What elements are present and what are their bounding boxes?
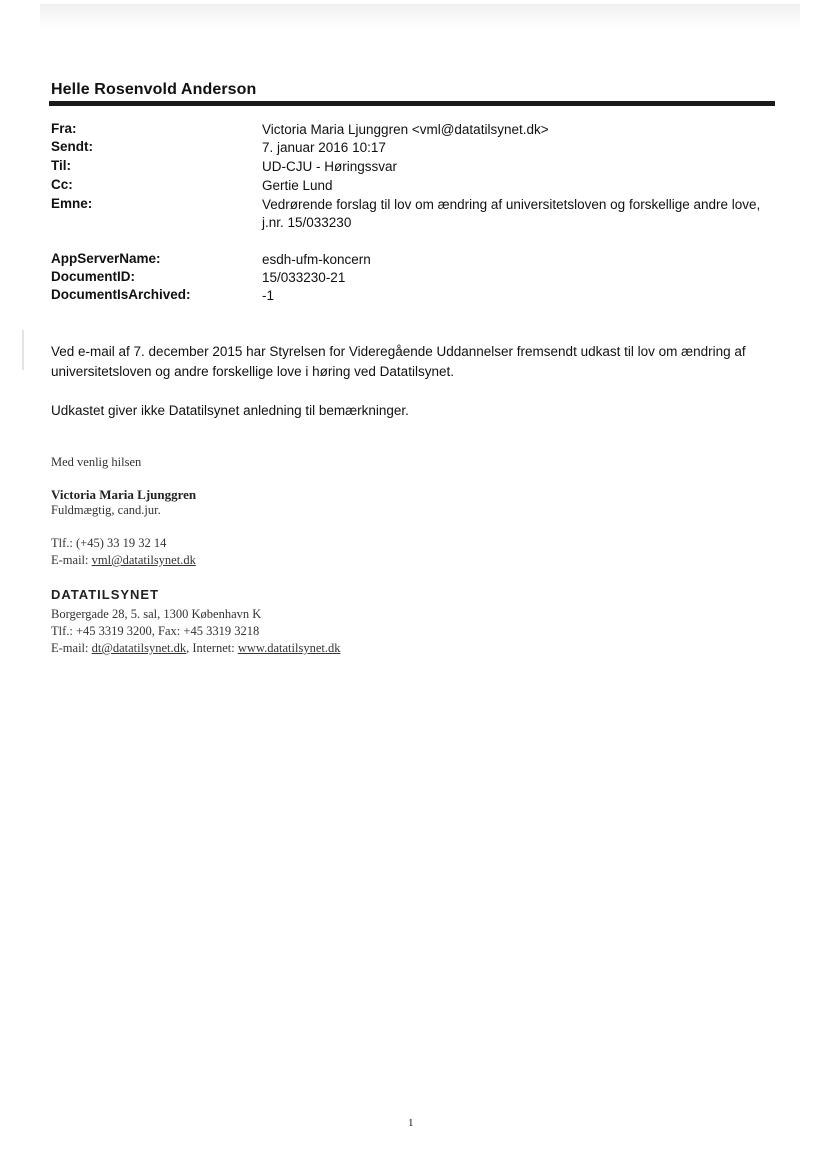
org-contact-line: [51, 641, 340, 656]
signature-title: Fuldmægtig, cand.jur.: [51, 503, 161, 517]
signature-email-link[interactable]: vml@datatilsynet.dk: [91, 553, 196, 567]
header-rule: [49, 101, 775, 106]
documentid-label: DocumentID:: [51, 269, 135, 284]
signature-name: Victoria Maria Ljunggren: [51, 487, 197, 502]
org-logo-text: DATATILSYNET: [51, 587, 160, 602]
org-email-link[interactable]: dt@datatilsynet.dk: [91, 641, 187, 655]
greeting: Med venlig hilsen: [51, 455, 142, 469]
org-email-prefix: E-mail:: [51, 641, 92, 655]
sent-value: 7. januar 2016 10:17: [262, 140, 386, 155]
archived-label: DocumentIsArchived:: [51, 287, 191, 302]
signature-phone: Tlf.: (+45) 33 19 32 14: [51, 536, 167, 550]
cc-value: Gertie Lund: [262, 178, 333, 193]
org-address: Borgergade 28, 5. sal, 1300 København K: [51, 607, 262, 621]
appserver-label: AppServerName:: [51, 251, 161, 266]
signature-email-line: [51, 553, 196, 568]
to-value: UD-CJU - Høringssvar: [262, 159, 397, 174]
scan-mark: [22, 330, 24, 370]
org-website-link[interactable]: www.datatilsynet.dk: [237, 641, 341, 655]
documentid-value: 15/033230-21: [262, 270, 346, 285]
to-label: Til:: [51, 158, 71, 173]
sent-label: Sendt:: [51, 139, 93, 154]
scan-artifact: [40, 4, 800, 28]
page-number: 1: [408, 1117, 414, 1129]
signature-email-prefix: E-mail:: [51, 553, 92, 567]
from-value: Victoria Maria Ljunggren <vml@datatilsynet.dk>: [262, 122, 549, 137]
org-internet-prefix: , Internet:: [186, 641, 238, 655]
subject-value: Vedrørende forslag til lov om ændring af universitetsloven og forskellige andre love, j.nr. 15/033230: [262, 197, 761, 230]
body-paragraph-2: Udkastet giver ikke Datatilsynet anledning til bemærkninger.: [51, 403, 409, 418]
archived-value: -1: [262, 288, 275, 303]
cc-label: Cc:: [51, 177, 73, 192]
org-phone-fax: Tlf.: +45 3319 3200, Fax: +45 3319 3218: [51, 624, 260, 638]
appserver-value: esdh-ufm-koncern: [262, 252, 371, 267]
from-label: Fra:: [51, 121, 77, 136]
body-paragraph-1: Ved e-mail af 7. december 2015 har Styrelsen for Videregående Uddannelser fremsendt udkast til lov om ændring af universitetsloven og andre forskellige love i høring ved Datatilsynet.: [51, 344, 746, 379]
mailbox-owner-name: Helle Rosenvold Anderson: [51, 81, 257, 98]
subject-label: Emne:: [51, 196, 93, 211]
